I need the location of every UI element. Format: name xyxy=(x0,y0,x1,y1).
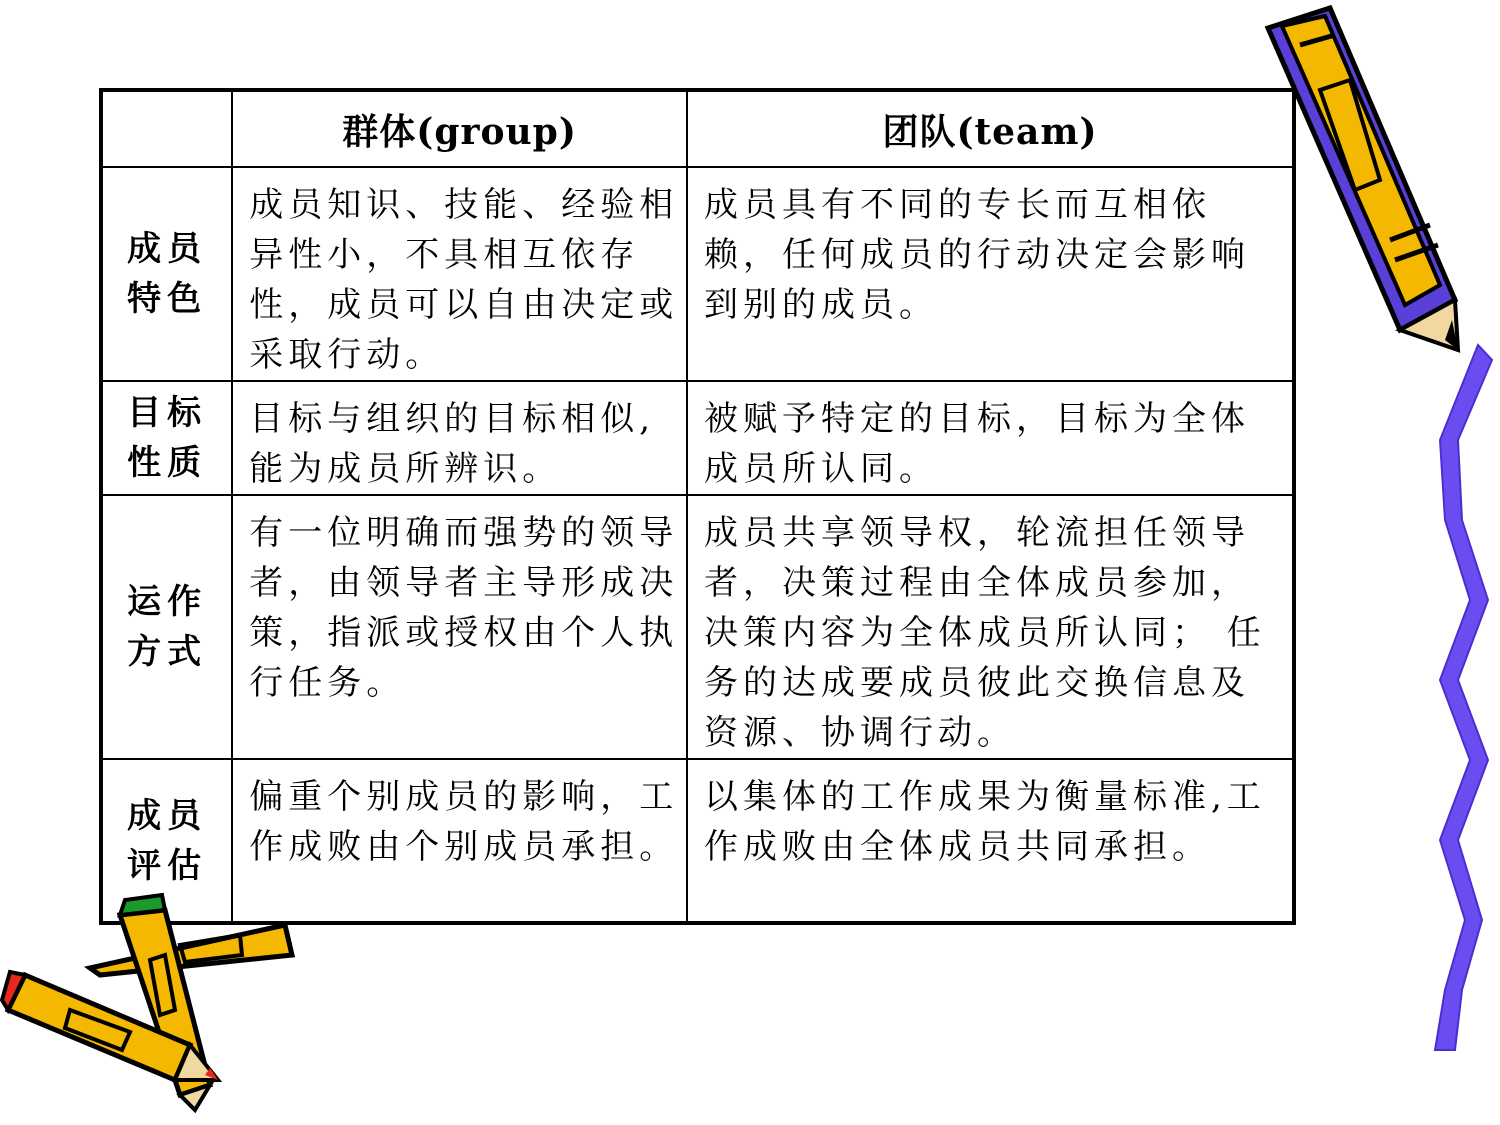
header-team: 团队(team) xyxy=(687,90,1294,167)
team-cell: 以集体的工作成果为衡量标准,工作成败由全体成员共同承担。 xyxy=(687,759,1294,923)
team-cell: 被赋予特定的目标，目标为全体成员所认同。 xyxy=(687,381,1294,495)
pencils-bottom-left-icon xyxy=(2,895,292,1110)
group-cell: 目标与组织的目标相似,能为成员所辨识。 xyxy=(232,381,687,495)
zigzag-ribbon-icon xyxy=(1435,345,1492,1050)
row-label-text: 运作 方式 xyxy=(127,582,208,672)
team-cell: 成员具有不同的专长而互相依赖，任何成员的行动决定会影响到别的成员。 xyxy=(687,167,1294,381)
group-cell: 偏重个别成员的影响，工作成败由个别成员承担。 xyxy=(232,759,687,923)
group-cell: 成员知识、技能、经验相异性小，不具相互依存性，成员可以自由决定或采取行动。 xyxy=(232,167,687,381)
header-group: 群体(group) xyxy=(232,90,687,167)
pencil-top-right-icon xyxy=(1268,8,1458,350)
team-cell: 成员共享领导权，轮流担任领导者，决策过程由全体成员参加，决策内容为全体成员所认同； 任务的达成要成员彼此交换信息及资源、协调行动。 xyxy=(687,495,1294,759)
row-label-text: 目标 性质 xyxy=(127,393,208,483)
row-label-text: 成员 特色 xyxy=(127,229,208,319)
row-label-text: 成员 评估 xyxy=(127,795,208,886)
group-cell: 有一位明确而强势的领导者，由领导者主导形成决策，指派或授权由个人执行任务。 xyxy=(232,495,687,759)
